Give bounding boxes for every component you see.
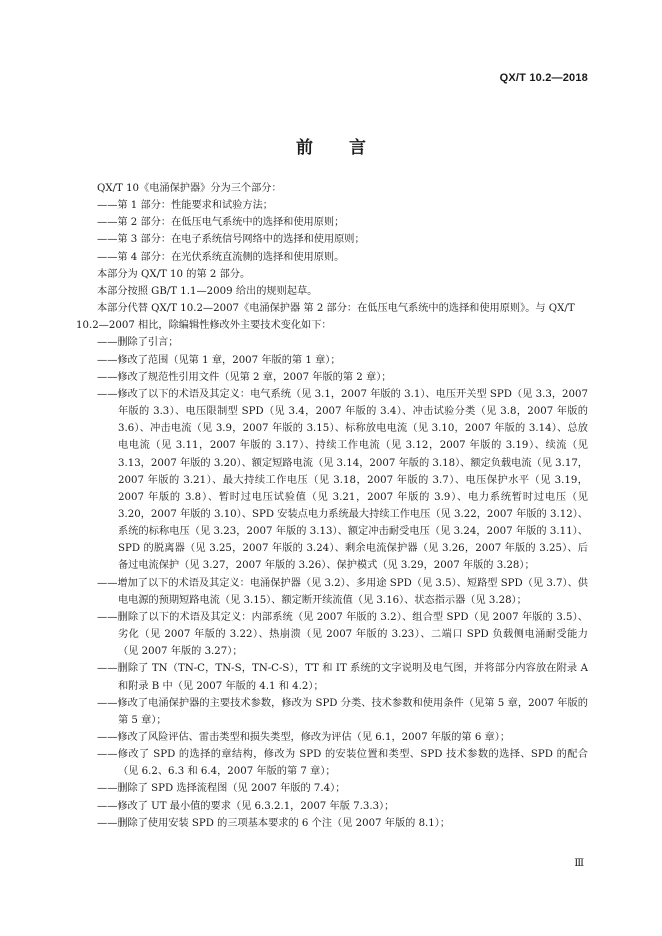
intro-line: QX/T 10《电涌保护器》分为三个部分：	[97, 183, 282, 194]
change-item: ——修改了 SPD 的选择的章结构，修改为 SPD 的安装位置和类型、SPD 技术参数的选择、SPD 的配合（见 6.2、6.3 和 6.4，2007 年版的第 7 章）；	[97, 749, 588, 778]
intro-line: ——第 4 部分：在光伏系统直流侧的选择和使用原则。	[97, 251, 345, 263]
change-item: ——删除了以下的术语及其定义：内部系统（见 2007 年版的 3.2）、组合型 SPD（见 2007 年版的 3.5）、劣化（见 2007 年版的 3.22）、热崩溃（见 2007 年版的 3.23）、二端口 SPD 负载侧电涌耐受能力（见 2007 年版的 3.27）；	[97, 611, 588, 658]
change-item: ——修改了电涌保护器的主要技术参数，修改为 SPD 分类、技术参数和使用条件（见第 5 章，2007 年版的第 5 章）；	[97, 697, 588, 726]
change-item: ——修改了规范性引用文件（见第 2 章，2007 年版的第 2 章）；	[97, 371, 392, 383]
intro-line: ——第 2 部分：在低压电气系统中的选择和使用原则；	[97, 217, 345, 229]
intro-line: ——第 3 部分：在电子系统信号网络中的选择和使用原则；	[97, 234, 365, 246]
change-item: ——修改了以下的术语及其定义：电气系统（见 3.1，2007 年版的 3.1）、电压开关型 SPD（见 3.3，2007 年版的 3.3）、电压限制型 SPD（见 3.4，2007 年版的 3.4）、冲击试验分类（见 3.8，2007 年版的 3.6）、冲击电流（见 3.9，2007 年版的 3.15）、标称放电电流（见 3.10，2007 年版的 3.14）、总放电电流（见 3.11，2007 年版的 3.17）、持续工作电流（见 3.12，2007 年版的 3.19）、续流（见 3.13，2007 年版的 3.20）、额定短路电流（见 3.14，2007 年版的 3.18）、额定负载电流（见 3.17，2007 年版的 3.21）、最大持续工作电压（见 3.18，2007 年版的 3.7）、电压保护水平（见 3.19，2007 年版的 3.8）、暂时过电压试验值（见 3.21，2007 年版的 3.9）、电力系统暂时过电压（见 3.20，2007 年版的 3.10）、SPD 安装点电力系统最大持续工作电压（见 3.22，2007 年版的 3.12）、系统的标称电压（见 3.23，2007 年版的 3.13）、额定冲击耐受电压（见 3.24，2007 年版的 3.11）、SPD 的脱离器（见 3.25，2007 年版的 3.24）、剩余电流保护器（见 3.26，2007 年版的 3.25）、后备过电流保护（见 3.27，2007 年版的 3.26）、保护模式（见 3.29，2007 年版的 3.28）；	[97, 388, 588, 572]
intro-line: 本部分按照 GB/T 1.1—2009 给出的规则起草。	[97, 285, 318, 297]
change-item: ——删除了使用安装 SPD 的三项基本要求的 6 个注（见 2007 年版的 8.1）；	[97, 817, 451, 829]
foreword-body	[76, 180, 588, 832]
replacement-paragraph: 本部分代替 QX/T 10.2—2007《电涌保护器 第 2 部分：在低压电气系统中的选择和使用原则》。与 QX/T 10.2—2007 相比，除编辑性修改外主要技术变化如下：	[76, 303, 575, 332]
change-item: ——删除了 SPD 选择流程图（见 2007 年版的 7.4）；	[97, 783, 346, 795]
page-title: 前言	[296, 138, 402, 158]
change-item: ——修改了 UT 最小值的要求（见 6.3.2.1，2007 年版 7.3.3）；	[97, 800, 395, 812]
change-item: ——增加了以下的术语及其定义：电涌保护器（见 3.2）、多用途 SPD（见 3.5）、短路型 SPD（见 3.7）、供电电源的预期短路电流（见 3.15）、额定断开续流值（见 3.16）、状态指示器（见 3.28）；	[97, 577, 588, 606]
change-item: ——修改了范围（见第 1 章，2007 年版的第 1 章）；	[97, 354, 341, 366]
change-item: ——修改了风险评估、雷击类型和损失类型，修改为评估（见 6.1，2007 年版的第 6 章）；	[97, 732, 511, 743]
intro-line: ——第 1 部分：性能要求和试验方法；	[97, 200, 273, 212]
intro-line: 本部分为 QX/T 10 的第 2 部分。	[97, 268, 251, 280]
change-item: ——删除了 TN（TN-C，TN-S，TN-C-S），TT 和 IT 系统的文字说明及电气图，并将部分内容放在附录 A 和附录 B 中（见 2007 年版的 4.1 和 4.2）；	[97, 663, 588, 692]
change-item: ——删除了引言；	[97, 337, 179, 349]
page-number: Ⅲ	[574, 858, 584, 869]
document-code: QX/T 10.2—2018	[499, 72, 588, 84]
